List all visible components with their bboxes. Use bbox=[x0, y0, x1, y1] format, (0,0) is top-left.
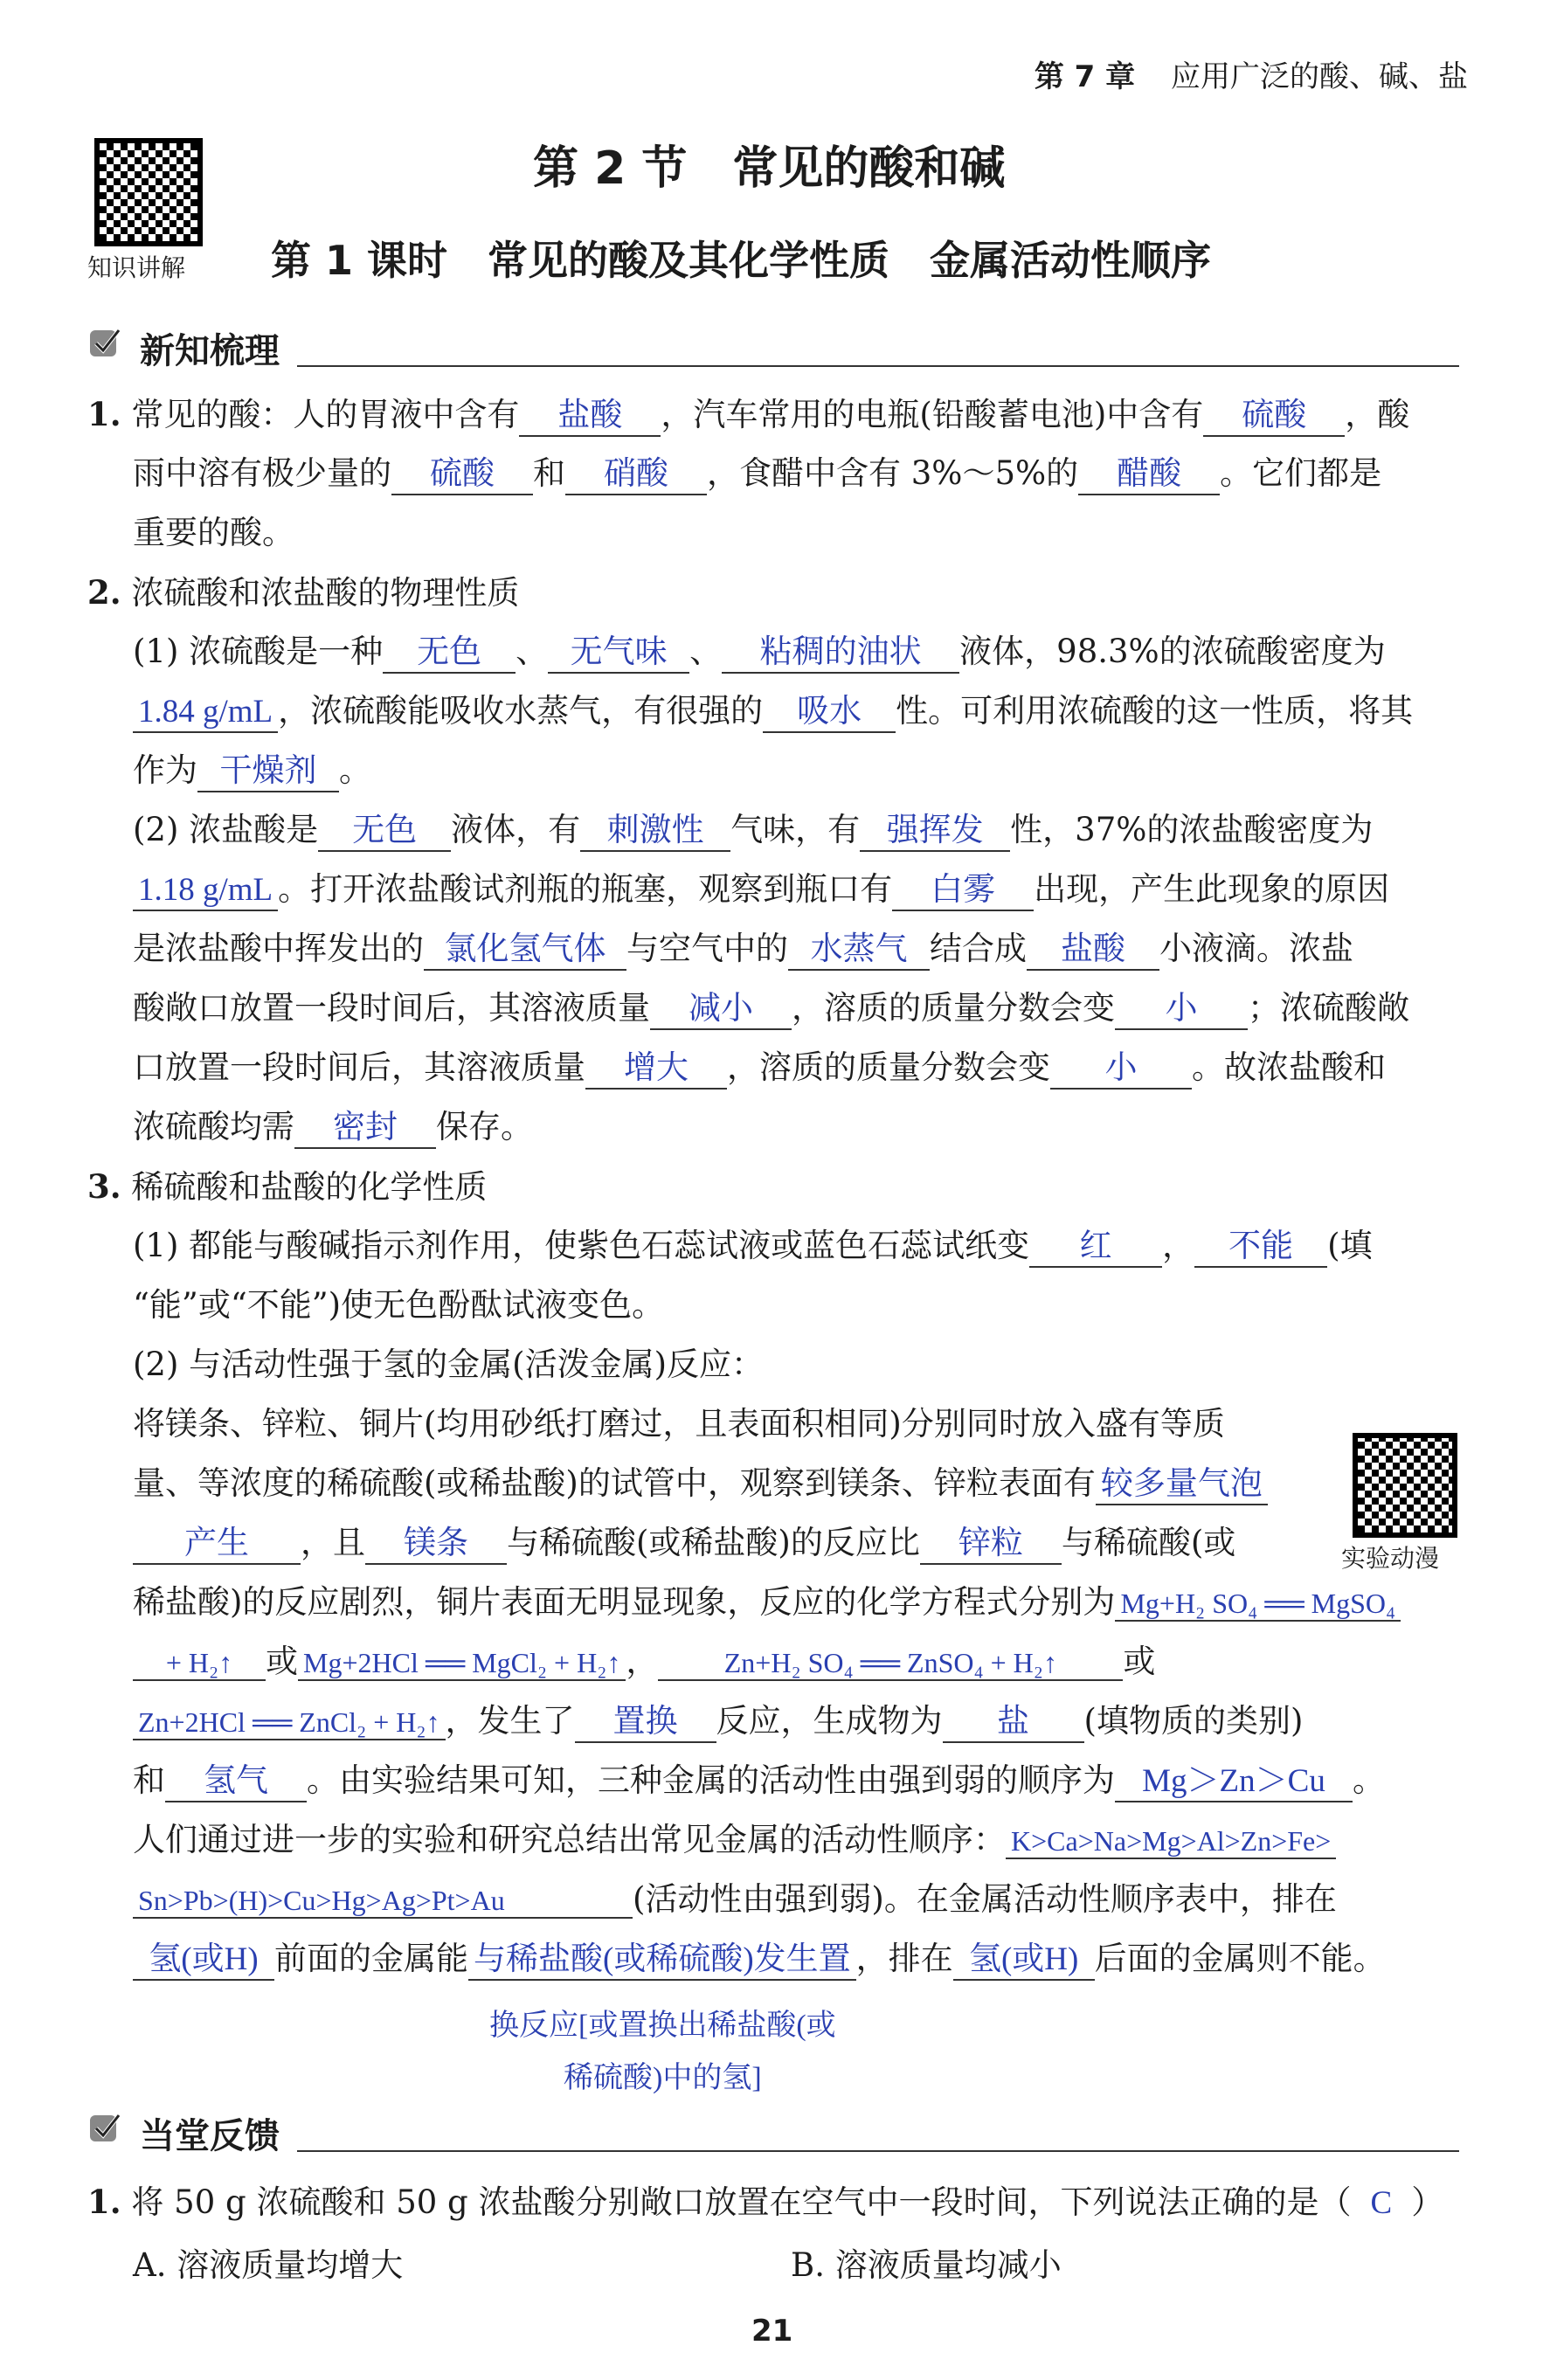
q1-line-3 bbox=[133, 514, 294, 552]
q1-text: ，食醋中含有 3%～5%的 bbox=[707, 454, 1079, 492]
q3-text: ， bbox=[626, 1643, 659, 1680]
section-divider bbox=[297, 2150, 1459, 2152]
q3-text: 。 bbox=[1353, 1761, 1385, 1799]
q3-answer-19: 与稀盐酸(或稀硫酸)发生置 bbox=[468, 1941, 856, 1981]
q1-text: ，汽车常用的电瓶(铅酸蓄电池)中含有 bbox=[661, 396, 1204, 433]
q3-text: ，排在 bbox=[855, 1940, 953, 1977]
qr-code-icon[interactable] bbox=[1353, 1433, 1457, 1538]
q2-text: 液体，98.3%的浓硫酸密度为 bbox=[959, 633, 1386, 670]
q2-answer-17: 增大 bbox=[585, 1049, 727, 1090]
q3-text: 反应，生成物为 bbox=[716, 1702, 943, 1740]
q3-line-11 bbox=[133, 1821, 1336, 1859]
q2-answer-8: 刺激性 bbox=[580, 812, 730, 852]
q3-line-6 bbox=[133, 1524, 1235, 1565]
q1-text: 。它们都是 bbox=[1220, 454, 1382, 492]
qr-code-icon[interactable] bbox=[94, 138, 203, 246]
q2-text: 出现，产生此现象的原因 bbox=[1034, 870, 1390, 908]
q2-line-1 bbox=[133, 633, 1386, 674]
option-a[interactable]: A. 溶液质量均增大 bbox=[133, 2246, 404, 2284]
q3-answer-7: Mg+H₂ SO₄ ══ MgSO₄ bbox=[1115, 1587, 1401, 1622]
q2-line-9 bbox=[133, 1108, 533, 1149]
q3-text: 将镁条、锌粒、铜片(均用砂纸打磨过，且表面积相同)分别同时放入盛有等质 bbox=[133, 1405, 1225, 1443]
q2-answer-2: 无气味 bbox=[548, 633, 689, 674]
q3-answer-continuation-2: 稀硫酸)中的氢] bbox=[564, 2062, 762, 2094]
feedback-q1-close: ） bbox=[1411, 2183, 1444, 2221]
q2-answer-1: 无色 bbox=[383, 633, 516, 674]
qr-caption: 实验动漫 bbox=[1341, 1544, 1440, 1573]
q3-answer-14: 氢气 bbox=[165, 1762, 307, 1802]
q3-text: ，发生了 bbox=[445, 1702, 575, 1740]
q2-answer-13: 水蒸气 bbox=[788, 931, 930, 971]
q3-text: (2) 与活动性强于氢的金属(活泼金属)反应： bbox=[133, 1346, 765, 1383]
q2-text: 、 bbox=[689, 633, 723, 670]
chapter-number: 第 7 章 bbox=[1034, 59, 1136, 94]
q3-title bbox=[87, 1167, 487, 1207]
q3-answer-2: 不能 bbox=[1194, 1228, 1327, 1268]
q2-text: 。故浓盐酸和 bbox=[1192, 1048, 1386, 1086]
q2-text: 小液滴。浓盐 bbox=[1159, 930, 1353, 967]
q2-text: 作为 bbox=[133, 751, 197, 789]
q3-text: “能”或“不能”)使无色酚酞试液变色。 bbox=[133, 1286, 665, 1324]
q2-text: 口放置一段时间后，其溶液质量 bbox=[133, 1048, 585, 1086]
q2-text: 液体，有 bbox=[451, 811, 581, 848]
q3-answer-17: Sn>Pb>(H)>Cu>Hg>Ag>Pt>Au bbox=[133, 1884, 633, 1919]
q1-text: 重要的酸。 bbox=[133, 514, 294, 551]
q3-text: 与稀硫酸(或稀盐酸)的反应比 bbox=[507, 1524, 920, 1561]
q3-line-2 bbox=[133, 1286, 664, 1325]
q3-text: 。由实验结果可知，三种金属的活动性由强到弱的顺序为 bbox=[307, 1761, 1115, 1799]
q3-answer-continuation-1: 换反应[或置换出稀盐酸(或 bbox=[489, 2010, 836, 2042]
running-header bbox=[1035, 52, 1468, 95]
q2-answer-9: 强挥发 bbox=[860, 812, 1010, 852]
feedback-q1-text: 将 50 g 浓硫酸和 50 g 浓盐酸分别敞口放置在空气中一段时间，下列说法正确的是（ bbox=[131, 2183, 1352, 2221]
q3-text: (填 bbox=[1327, 1227, 1373, 1264]
q2-number: 2. bbox=[87, 573, 121, 612]
q3-line-10 bbox=[133, 1761, 1385, 1802]
q3-line-1 bbox=[133, 1227, 1373, 1268]
q2-line-3 bbox=[133, 751, 371, 792]
q2-text: 酸敞口放置一段时间后，其溶液质量 bbox=[133, 989, 650, 1027]
q2-line-4 bbox=[133, 811, 1373, 852]
q1-text: 和 bbox=[533, 454, 565, 492]
q3-title-text: 稀硫酸和盐酸的化学性质 bbox=[131, 1168, 488, 1206]
checklist-icon bbox=[87, 325, 122, 360]
q3-answer-15: Mg＞Zn＞Cu bbox=[1115, 1762, 1353, 1802]
q1-line-2 bbox=[133, 454, 1381, 495]
q2-text: 浓硫酸均需 bbox=[133, 1108, 294, 1145]
q2-line-2 bbox=[133, 692, 1413, 733]
q2-answer-18: 小 bbox=[1050, 1049, 1192, 1090]
q3-answer-11: Zn+2HCl ══ ZnCl₂ + H₂↑ bbox=[133, 1705, 446, 1740]
q3-answer-18: 氢(或H) bbox=[133, 1941, 274, 1981]
q1-number: 1. bbox=[87, 395, 121, 433]
q2-text: ，溶质的质量分数会变 bbox=[792, 989, 1115, 1027]
q3-text: ， bbox=[1162, 1227, 1195, 1264]
feedback-q1 bbox=[87, 2183, 1443, 2223]
q2-text: 气味，有 bbox=[730, 811, 861, 848]
feedback-q1-number: 1. bbox=[87, 2183, 121, 2221]
q3-line-3 bbox=[133, 1346, 764, 1384]
q2-text: (1) 浓硫酸是一种 bbox=[133, 633, 384, 670]
q2-text: 性，37%的浓盐酸密度为 bbox=[1010, 811, 1374, 848]
q3-answer-4: 产生 bbox=[133, 1525, 301, 1565]
q3-text: 后面的金属则不能。 bbox=[1094, 1940, 1386, 1977]
q3-text: 前面的金属能 bbox=[274, 1940, 468, 1977]
lesson-title: 第 1 课时 常见的酸及其化学性质 金属活动性顺序 bbox=[271, 237, 1212, 284]
q3-text: 量、等浓度的稀硫酸(或稀盐酸)的试管中，观察到镁条、锌粒表面有 bbox=[133, 1464, 1096, 1502]
q3-text: 或 bbox=[1123, 1643, 1156, 1680]
q3-answer-10: Zn+H₂ SO₄ ══ ZnSO₄ + H₂↑ bbox=[658, 1646, 1123, 1681]
q2-answer-11: 白雾 bbox=[892, 871, 1034, 911]
q3-line-12 bbox=[133, 1880, 1337, 1919]
q2-answer-5: 吸水 bbox=[763, 693, 896, 733]
q2-title-text: 浓硫酸和浓盐酸的物理性质 bbox=[131, 574, 520, 612]
q1-answer-1: 盐酸 bbox=[519, 397, 661, 437]
feedback-q1-answer: C bbox=[1370, 2185, 1393, 2221]
q3-answer-20: 氢(或H) bbox=[953, 1941, 1095, 1981]
q2-answer-10: 1.18 g/mL bbox=[133, 871, 278, 911]
q3-text: 或 bbox=[266, 1643, 298, 1680]
q3-answer-16: K>Ca>Na>Mg>Al>Zn>Fe> bbox=[1006, 1824, 1336, 1859]
q1-text: 雨中溶有极少量的 bbox=[133, 454, 391, 492]
q3-number: 3. bbox=[87, 1167, 121, 1206]
q3-text: ，且 bbox=[301, 1524, 365, 1561]
q2-answer-16: 小 bbox=[1115, 990, 1248, 1030]
q3-line-5 bbox=[133, 1464, 1268, 1505]
q2-answer-7: 无色 bbox=[318, 812, 451, 852]
q3-answer-8: + H₂↑ bbox=[133, 1646, 266, 1681]
qr-caption: 知识讲解 bbox=[87, 253, 186, 282]
q3-text: 人们通过进一步的实验和研究总结出常见金属的活动性顺序： bbox=[133, 1821, 1006, 1858]
chapter-title: 应用广泛的酸、碱、盐 bbox=[1171, 59, 1468, 94]
q1-answer-2: 硫酸 bbox=[1203, 397, 1345, 437]
q3-text: 和 bbox=[133, 1761, 165, 1799]
q3-answer-5: 镁条 bbox=[365, 1525, 507, 1565]
q2-line-6 bbox=[133, 930, 1353, 971]
section-heading-new-knowledge: 新知梳理 bbox=[140, 331, 280, 371]
q2-text: 性。可利用浓硫酸的这一性质，将其 bbox=[896, 692, 1414, 730]
q2-text: ；浓硫酸敞 bbox=[1248, 989, 1409, 1027]
q2-answer-15: 减小 bbox=[650, 990, 792, 1030]
q2-text: 结合成 bbox=[930, 930, 1027, 967]
q2-answer-6: 干燥剂 bbox=[197, 752, 339, 792]
q2-answer-19: 密封 bbox=[294, 1109, 436, 1149]
q3-line-9 bbox=[133, 1702, 1303, 1743]
q2-line-8 bbox=[133, 1048, 1386, 1090]
q2-answer-14: 盐酸 bbox=[1027, 931, 1159, 971]
section-divider bbox=[297, 365, 1459, 367]
q1-answer-4: 硝酸 bbox=[565, 455, 707, 495]
q2-line-5 bbox=[133, 870, 1389, 911]
q1-text: 常见的酸：人的胃液中含有 bbox=[131, 396, 520, 433]
q2-text: ，浓硫酸能吸收水蒸气，有很强的 bbox=[278, 692, 764, 730]
q3-text: 稀盐酸)的反应剧烈，铜片表面无明显现象，反应的化学方程式分别为 bbox=[133, 1583, 1116, 1621]
q3-text: (填物质的类别) bbox=[1083, 1702, 1304, 1740]
checklist-icon bbox=[87, 2110, 122, 2145]
section-title: 第 2 节 常见的酸和碱 bbox=[533, 142, 1006, 195]
q3-text: (活动性由强到弱)。在金属活动性顺序表中，排在 bbox=[633, 1880, 1337, 1918]
q2-text: 。打开浓盐酸试剂瓶的瓶塞，观察到瓶口有 bbox=[278, 870, 893, 908]
q3-answer-6: 锌粒 bbox=[920, 1525, 1062, 1565]
q2-text: 与空气中的 bbox=[626, 930, 788, 967]
q3-answer-9: Mg+2HCl ══ MgCl₂ + H₂↑ bbox=[298, 1646, 626, 1681]
q1-text: ，酸 bbox=[1345, 396, 1410, 433]
q2-title bbox=[87, 573, 519, 612]
q3-line-7 bbox=[133, 1583, 1401, 1622]
q2-line-7 bbox=[133, 989, 1409, 1030]
q2-text: (2) 浓盐酸是 bbox=[133, 811, 319, 848]
section-heading-feedback: 当堂反馈 bbox=[140, 2116, 280, 2156]
q1-line-1 bbox=[87, 395, 1409, 437]
q3-text: 与稀硫酸(或 bbox=[1061, 1524, 1236, 1561]
page-number: 21 bbox=[751, 2314, 793, 2349]
q3-line-8 bbox=[133, 1643, 1155, 1681]
q2-answer-3: 粘稠的油状 bbox=[722, 633, 959, 674]
q3-line-4 bbox=[133, 1405, 1225, 1443]
q2-answer-12: 氯化氢气体 bbox=[424, 931, 626, 971]
q2-text: 、 bbox=[516, 633, 549, 670]
q1-answer-3: 硫酸 bbox=[391, 455, 533, 495]
q3-answer-13: 盐 bbox=[943, 1703, 1084, 1743]
q1-answer-5: 醋酸 bbox=[1078, 455, 1220, 495]
q3-line-13 bbox=[133, 1940, 1386, 1981]
q2-answer-4: 1.84 g/mL bbox=[133, 693, 278, 733]
option-b[interactable]: B. 溶液质量均减小 bbox=[791, 2246, 1062, 2284]
q3-answer-1: 红 bbox=[1029, 1228, 1162, 1268]
q2-text: 保存。 bbox=[436, 1108, 533, 1145]
q2-text: 。 bbox=[339, 751, 371, 789]
q3-answer-12: 置换 bbox=[575, 1703, 716, 1743]
q3-text: (1) 都能与酸碱指示剂作用，使紫色石蕊试液或蓝色石蕊试纸变 bbox=[133, 1227, 1030, 1264]
q2-text: 是浓盐酸中挥发出的 bbox=[133, 930, 424, 967]
q2-text: ，溶质的质量分数会变 bbox=[727, 1048, 1050, 1086]
q3-answer-3: 较多量气泡 bbox=[1096, 1465, 1268, 1505]
